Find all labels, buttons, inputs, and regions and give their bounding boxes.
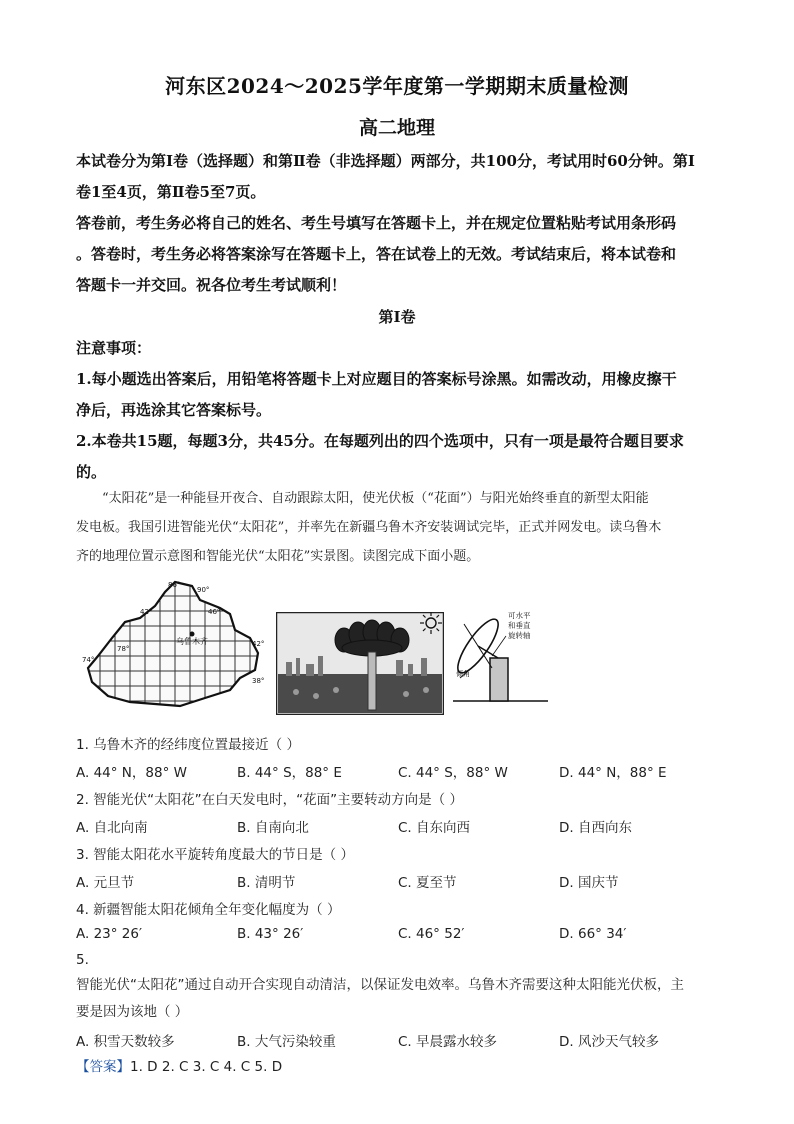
instructions-line: 本试卷分为第Ⅰ卷（选择题）和第Ⅱ卷（非选择题）两部分，共100分，考试用时60分钟。第Ⅰ [76, 152, 695, 170]
map-lat-42: 42° [252, 640, 265, 648]
question-5-stem-line: 智能光伏“太阳花”通过自动开合实现自动清洁，以保证发电效率。乌鲁木齐需要这种太阳能光伏板，主 [76, 977, 684, 993]
question-5-option-c[interactable]: C. 早晨露水较多 [398, 1034, 498, 1050]
answer-label: 【答案】 [76, 1059, 130, 1075]
question-2-option-c[interactable]: C. 自东向西 [398, 820, 471, 836]
question-intro [76, 484, 721, 571]
question-3-option-d[interactable]: D. 国庆节 [559, 875, 619, 891]
notes-block [76, 333, 721, 488]
instructions-line: 卷1至4页，第Ⅱ卷5至7页。 [76, 183, 266, 201]
question-5-option-d[interactable]: D. 风沙天气较多 [559, 1034, 659, 1050]
map-city-label: 乌鲁木齐 [176, 637, 208, 646]
map-lat-46: 46° [208, 608, 221, 616]
question-2-option-d[interactable]: D. 自西向东 [559, 820, 632, 836]
instructions-line: 答题卡一并交回。祝各位考生考试顺利！ [76, 276, 347, 294]
question-4-stem: 4. 新疆智能太阳花倾角全年变化幅度为（ ） [76, 902, 341, 918]
note-line: 的。 [76, 463, 107, 481]
diagram-label-2: 和垂直 [508, 621, 531, 630]
question-4-option-a[interactable]: A. 23° 26′ [76, 926, 143, 942]
question-3-option-a[interactable]: A. 元旦节 [76, 875, 135, 891]
question-1-option-b[interactable]: B. 44° S，88° E [237, 765, 342, 781]
question-5-option-b[interactable]: B. 大气污染较重 [237, 1034, 336, 1050]
urumqi-marker [190, 632, 195, 637]
notes-title: 注意事项： [76, 339, 152, 357]
instructions-line: 。答卷时，考生务必将答案涂写在答题卡上，答在试卷上的无效。考试结束后，将本试卷和 [76, 245, 677, 263]
map-lat-38: 38° [252, 677, 265, 685]
question-4-option-d[interactable]: D. 66° 34′ [559, 926, 627, 942]
sunflower-photo [276, 612, 444, 715]
exam-subtitle: 高二地理 [358, 117, 435, 139]
map-lon-90: 90° [197, 586, 210, 594]
exam-title: 河东区2024～2025学年度第一学期期末质量检测 [165, 74, 629, 98]
note-line: 1.每小题选出答案后，用铅笔将答题卡上对应题目的答案标号涂黑。如需改动，用橡皮擦干 [76, 370, 677, 388]
question-5-number: 5. [76, 952, 89, 968]
question-1-option-a[interactable]: A. 44° N，88° W [76, 765, 187, 781]
question-4-option-c[interactable]: C. 46° 52′ [398, 926, 465, 942]
instructions-paragraph-1 [76, 146, 721, 208]
solar-panel-diagram [448, 606, 548, 716]
section-label: 第Ⅰ卷 [378, 308, 416, 326]
answer-line [76, 1055, 282, 1075]
instructions-line: 答卷前，考生务必将自己的姓名、考生号填写在答题卡上，并在规定位置粘贴考试用条形码 [76, 214, 677, 232]
question-4-option-b[interactable]: B. 43° 26′ [237, 926, 304, 942]
question-1-stem: 1. 乌鲁木齐的经纬度位置最接近（ ） [76, 737, 300, 753]
intro-line: 齐的地理位置示意图和智能光伏“太阳花”实景图。读图完成下面小题。 [76, 549, 480, 564]
question-1-option-c[interactable]: C. 44° S，88° W [398, 765, 508, 781]
map-lon-86: 86° [168, 581, 181, 589]
note-line: 2.本卷共15题，每题3分，共45分。在每题列出的四个选项中，只有一项是最符合题目要求 [76, 432, 684, 450]
question-3-option-c[interactable]: C. 夏至节 [398, 875, 457, 891]
question-5-stem [76, 972, 721, 1026]
instructions-paragraph-2 [76, 208, 721, 301]
note-line: 净后，再选涂其它答案标号。 [76, 401, 272, 419]
question-3-option-b[interactable]: B. 清明节 [237, 875, 296, 891]
diagram-angle-label: 倾角 [456, 670, 470, 678]
map-lon-74: 74° [82, 656, 95, 664]
urumqi-location-map [80, 578, 270, 718]
question-2-stem: 2. 智能光伏“太阳花”在白天发电时，“花面”主要转动方向是（ ） [76, 792, 463, 808]
map-lon-42: 42° [140, 608, 153, 616]
question-5-stem-line: 要是因为该地（ ） [76, 1004, 189, 1020]
map-lon-78: 78° [117, 645, 130, 653]
question-2-option-a[interactable]: A. 自北向南 [76, 820, 148, 836]
sun-icon [420, 612, 442, 634]
answer-text: 1. D 2. C 3. C 4. C 5. D [130, 1059, 283, 1075]
question-3-stem: 3. 智能太阳花水平旋转角度最大的节日是（ ） [76, 847, 354, 863]
question-1-option-d[interactable]: D. 44° N，88° E [559, 765, 667, 781]
question-2-option-b[interactable]: B. 自南向北 [237, 820, 309, 836]
intro-line: 发电板。我国引进智能光伏“太阳花”，并率先在新疆乌鲁木齐安装调试完毕，正式并网发电。读乌鲁木 [76, 520, 662, 535]
diagram-label-3: 旋转轴 [508, 631, 531, 640]
diagram-label-1: 可水平 [508, 611, 531, 620]
question-5-option-a[interactable]: A. 积雪天数较多 [76, 1034, 175, 1050]
intro-line: “太阳花”是一种能昼开夜合、自动跟踪太阳，使光伏板（“花面”）与阳光始终垂直的新型太阳能 [102, 491, 649, 506]
